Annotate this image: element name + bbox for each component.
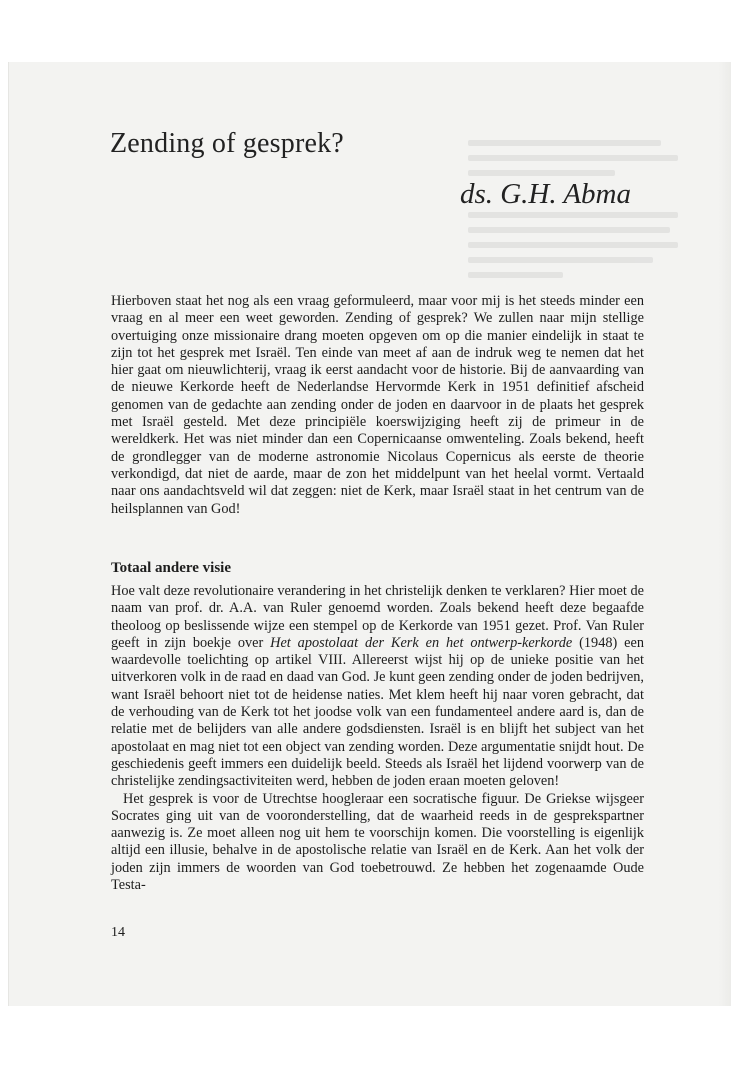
intro-paragraph	[111, 293, 644, 518]
article-author: ds. G.H. Abma	[459, 178, 631, 210]
show-through-artifact	[468, 140, 678, 287]
section-paragraph-1	[111, 583, 644, 791]
book-title: Het apostolaat der Kerk en het ontwerp-kerkorde	[270, 634, 573, 651]
page-edge	[719, 62, 731, 1006]
section-p1-start: Hoe valt deze revolutionaire verandering in het christelijk denken te verklaren? Hier moet de naam van prof. dr. A.A. van Ruler genoemd worden. Zoals bekend heeft deze begaafde theoloog op beslissende wijze een stempel op de Kerkorde van 1951 gezet. Prof. Van Ruler geeft in zijn boekje over	[111, 583, 644, 651]
intro-text: Hierboven staat het nog als een vraag geformuleerd, maar voor mij is het steeds minder een vraag en al meer een weet geworden. Zending of gesprek? We zullen naar mijn stellige overtuiging onze missionaire drang moeten opgeven om op die manier eindelijk in staat te zijn tot het gesprek met Israël. Ten einde van meet af aan de indruk weg te nemen dat het hier gaat om nieuwlichterij, vraag ik eerst aandacht voor de historie. Bij de aanvaarding van de nieuwe Kerkorde heeft de Nederlandse Hervormde Kerk in 1951 definitief afscheid genomen van de gedachte aan zending onder de joden en daarvoor in de plaats het gesprek met Israël gesteld. Met deze principiële koerswijziging heeft zij de primeur in de wereldkerk. Het was niet minder dan een Copernicaanse omwenteling. Zoals bekend, heeft de grondlegger van de moderne astronomie Nicolaus Copernicus als eerste de theorie verkondigd, dat niet de aarde, maar de zon het middelpunt van het heelal vormt. Vertaald naar ons aandachtsveld wil dat zeggen: niet de Kerk, maar Israël staat in het centrum van de heilsplannen van God!	[111, 293, 644, 517]
page-number: 14	[111, 925, 125, 940]
section-body	[111, 583, 644, 894]
article-title: Zending of gesprek?	[110, 128, 344, 159]
section-paragraph-2: Het gesprek is voor de Utrechtse hoogleraar een socratische figuur. De Griekse wijsgeer Socrates ging uit van de vooronderstelling, dat de waarheid reeds in de gesprekspartner aanwezig is. Ze moet alleen nog uit hem te voorschijn komen. Die voorstelling is eigenlijk altijd een illusie, behalve in de apostolische relatie van Israël en de Kerk. Aan het volk der joden zijn immers de woorden van God toebetrouwd. Ze hebben het zogenaamde Oude Testa-	[111, 790, 644, 894]
section-p1-end: (1948) een waardevolle toelichting op artikel VIII. Allereerst wijst hij op de unieke positie van het uitverkoren volk in de raad en daad van God. Je kunt geen zending onder de joden bedrijven, want Israël behoort niet tot de heidense naties. Met klem heeft hij naar voren gebracht, dat de verhouding van de Kerk tot het joodse volk van een fundamenteel andere aard is, dan de relatie met de belijders van alle andere godsdiensten. Israël is en blijft het subject van het apostolaat en mag niet tot een object van zending worden. Deze argumentatie snijdt hout. De geschiedenis geeft immers een duidelijk beeld. Steeds als Israël het lijdend voorwerp van de christelijke zendingsactiviteiten werd, hebben de joden eraan moeten geloven!	[111, 634, 645, 790]
section-heading: Totaal andere visie	[111, 560, 232, 576]
